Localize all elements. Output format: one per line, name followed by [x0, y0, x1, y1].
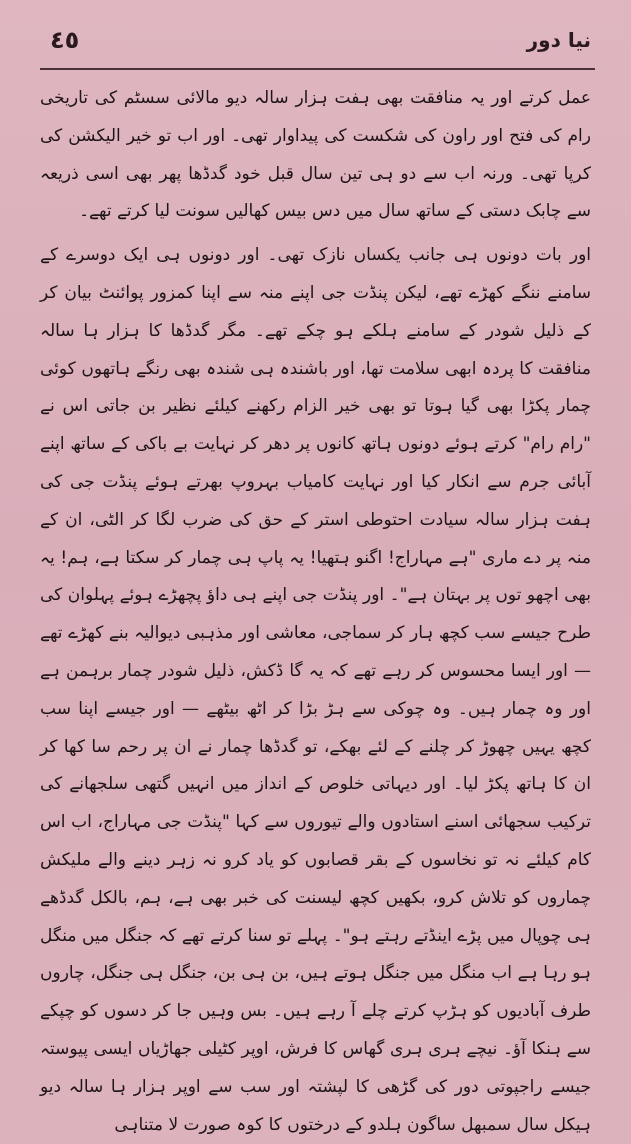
- paragraph-1: عمل کرتے اور یہ منافقت بھی ہفت ہزار سالہ دیو مالائی سسٹم کی تاریخی رام کی فتح اور راون کی شکست کی پیداوار تھی۔ اور اب تو خیر الیکشن کی کرپا تھی۔ ورنہ اب سے دو ہی تین سال قبل خود گدڈھا پھر بھی اسی ذریعہ سے چابک دستی کے ساتھ سال میں دس بیس کھالیں سونت لیا کرتے تھے۔: [40, 88, 591, 222]
- page-header: [50, 26, 591, 66]
- body-text: [40, 80, 592, 1135]
- header-divider: [40, 68, 595, 70]
- running-title: نیا دور: [526, 28, 591, 52]
- paragraph-2: اور بات دونوں ہی جانب یکساں نازک تھی۔ اور دونوں ہی ایک دوسرے کے سامنے ننگے کھڑے تھے، لیکن پنڈت جی اپنے منہ سے اپنا کمزور پوائنٹ بیان کر کے ذلیل شودر کے سامنے ہلکے ہو چکے تھے۔ مگر گدڈھا کا ہزار ہا سالہ منافقت کا پردہ ابھی سلامت تھا، اور باشندہ ہی شندہ بھی رنگے ہاتھوں کوئی چمار پکڑا بھی گیا ہوتا تو بھی خیر الزام رکھنے کیلئے نظیر بن جاتی اس نے "رام رام" کرتے ہوئے دونوں ہاتھ کانوں پر دھر کر نہایت بے باکی کے ساتھ اپنے آبائی جرم سے انکار کیا اور نہایت کامیاب بہروپ بھرتے ہوئے پنڈت جی کی ہفت ہزار سالہ سیادت احتوطی استر کے حق کی ضرب لگا کر الٹی، ان کے منہ پر دے ماری "ہے مہاراج! اگنو ہتھیا! یہ پاپ ہی چمار کر سکتا ہے، ہم! یہ بھی اچھو توں پر بہتان ہے"۔ اور پنڈت جی اپنے ہی داؤ پچھڑے ہوئے پہلوان کی طرح جیسے سب کچھ ہار کر سماجی، معاشی اور مذہبی دیوالیہ بنے کھڑے تھے — اور ایسا محسوس کر رہے تھے کہ یہ گا ڈکش، ذلیل شودر چمار برہمن ہے اور وہ چمار ہیں۔ وہ چوکی سے ہڑ بڑا کر اٹھ بیٹھے — اور جیسے اپنا سب کچھ یہیں چھوڑ کر چلنے کے لئے بھکے، تو گدڈھا چمار نے ان پر رحم سا کھا کر ان کا ہاتھ پکڑ لیا۔ اور دیہاتی خلوص کے انداز میں انہیں گتھی سلجھانے کی ترکیب سجھائی اسنے استادوں والے تیوروں سے کہا "پنڈت جی مہاراج، اب اس کام کیلئے نہ تو نخاسوں کے بقر قصابوں کو یاد کرو نہ زہر دینے والے ملیکش چماروں کو تلاش کرو، بکھیں کچھ لیسنت کی خبر بھی ہے، ہم، بالکل گدڈھے ہی چوپال میں پڑے اینڈتے رہتے ہو"۔ پہلے تو سنا کرتے تھے کہ جنگل میں منگل ہو رہا ہے اب منگل میں جنگل ہوتے ہیں، بن ہی بن، جنگل ہی جنگل، چاروں طرف آبادیوں کو ہڑپ کرتے چلے آ رہے ہیں۔ بس وہیں جا کر دسوں کو چپکے سے ہنکا آؤ۔ نیچے ہری ہری گھاس کا فرش، اوپر کٹیلی جھاڑیاں ایسی پیوستہ جیسے راجپوتی دور کی گڑھی کا لپشتہ اور سب سے اوپر ہزار ہا سالہ دیو ہیکل سال سمبھل ساگون ہلدو کے درختوں کا کوہ صورت لا متناہی: [40, 245, 592, 1135]
- page-number: ٤٥: [50, 26, 80, 54]
